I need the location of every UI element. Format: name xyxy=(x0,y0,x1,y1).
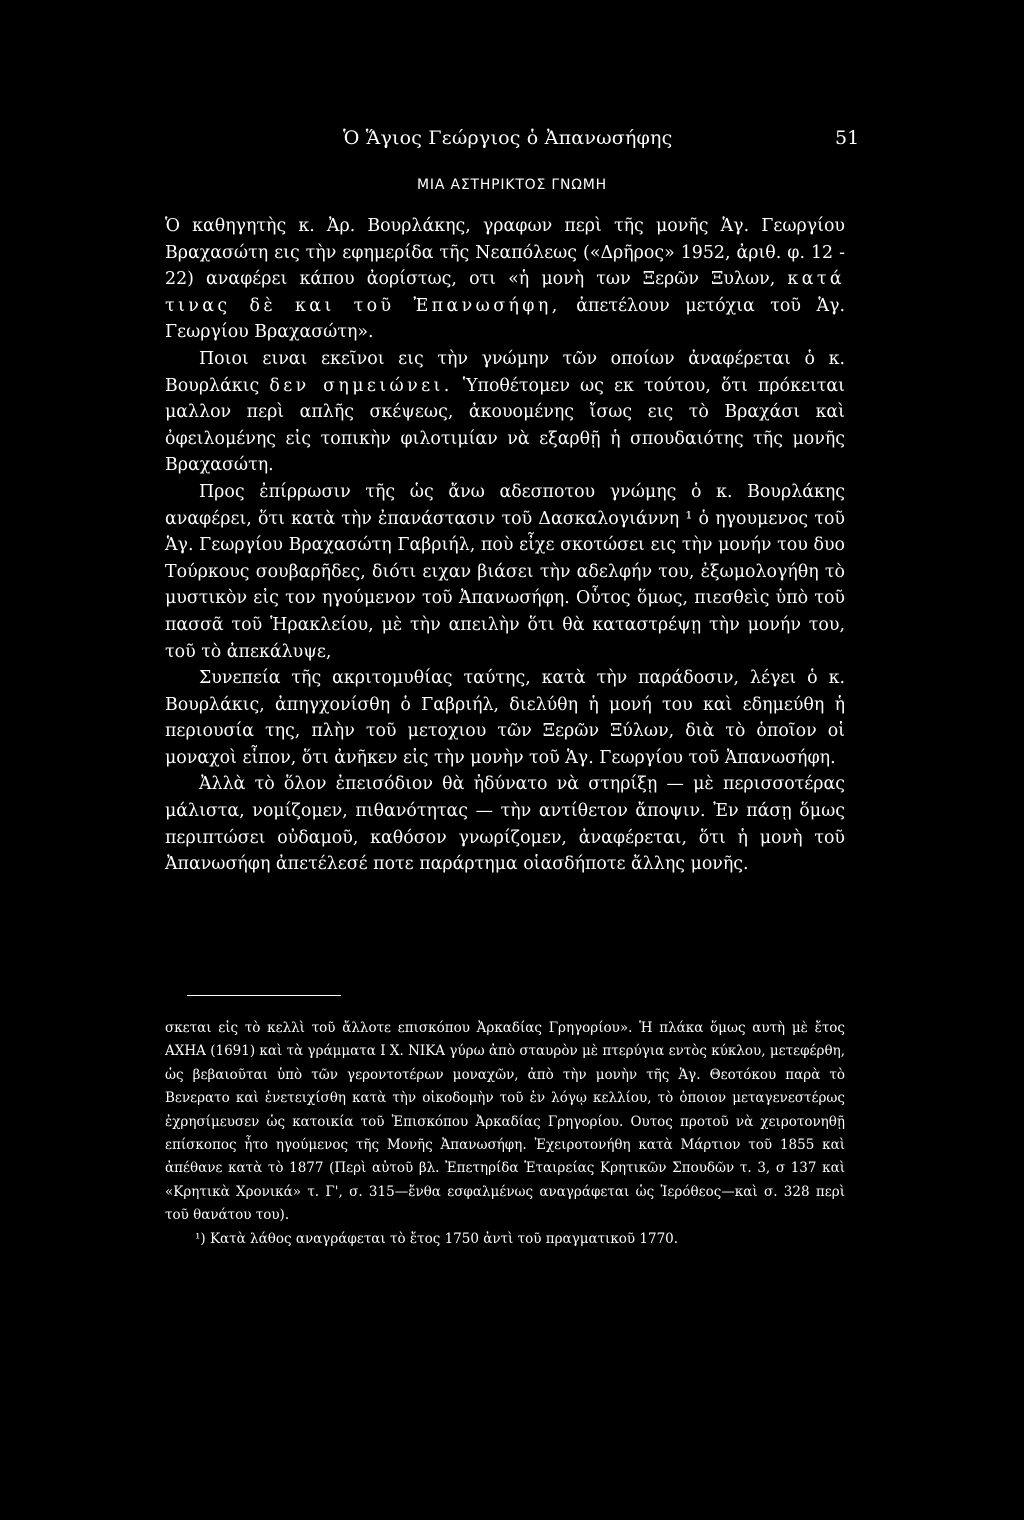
paragraph xyxy=(165,479,845,665)
body-text xyxy=(165,213,845,878)
paragraph-text: Ὑποθέτομεν ως εκ τούτου, ὅτι πρόκειται μαλλον περὶ απλῆς σκέψεως, ἀκουομένης ἴσως εις τὸ Βραχάσι καὶ ὀφειλομένης εἰς τοπικὴν φιλοτιμίαν νὰ εξαρθῇ ἡ σπουδαιότης τῆς μονῆς Βραχασώτη. xyxy=(165,375,845,476)
running-head xyxy=(0,127,1024,157)
paragraph-text: Ποιοι ειναι εκεῖνοι εις τὴν γνώμην τῶν οποίων ἀναφέρεται ὁ κ. Βουρλάκις xyxy=(165,348,845,396)
paragraph-text: Συνεπεία τῆς ακριτομυθίας ταύτης, κατὰ τὴν παράδοσιν, λέγει ὁ κ. Βουρλάκις, ἀπηγχονίσθη ὁ Γαβριήλ, διελύθη ἡ μονή του καὶ εδημεύθη ἡ περιουσία της, πλὴν τοῦ μετοχιου τῶν Ξερῶν Ξύλων, διὰ τὸ ὁποῖον οἱ μοναχοὶ εἶπον, ὅτι ἀνῆκεν εἰς τὴν μονὴν τοῦ Ἁγ. Γεωργίου τοῦ Ἀπανωσήφη. xyxy=(165,668,845,768)
footnote-separator xyxy=(187,995,341,996)
paragraph-text: Προς ἐπίρρωσιν τῆς ὡς ἄνω αδεσποτου γνώμης ὁ κ. Βουρλάκης αναφέρει, ὅτι κατὰ τὴν ἐπανάστασιν τοῦ Δασκαλογιάννη ¹ ὁ ηγουμενος τοῦ Ἁγ. Γεωργίου Βραχασώτη Γαβριήλ, ποὺ εἶχε σκοτώσει εις τὴν μονήν του δυο Τούρκους σουβαρῆδες, διότι ειχαν βιάσει τὴν αδελφήν του, ἐξωμολογήθη τὸ μυστικὸν εἰς τον ηγούμενον τοῦ Ἀπανωσήφη. Οὗτος ὅμως, πιεσθεὶς ὑπὸ τοῦ πασσᾶ τοῦ Ἡρακλείου, μὲ τὴν απειλὴν ὅτι θὰ καταστρέψῃ τὴν μονήν του, τοῦ τὸ ἀπεκάλυψε, xyxy=(165,481,845,662)
spaced-text: κατά τινας δὲ και τοῦ Ἐπανωσήφη, xyxy=(165,269,845,316)
paragraph xyxy=(165,771,845,877)
running-title: Ὁ Ἅγιος Γεώργιος ὁ Ἀπανωσήφης xyxy=(343,127,673,149)
paragraph-text: Ἀλλὰ τὸ ὅλον ἐπεισόδιον θὰ ἠδύνατο νὰ στηρίξῃ — μὲ περισσοτέρας μάλιστα, νομίζομεν, πιθανότητας — τὴν αντίθετον ἄποψιν. Ἐν πάσῃ ὅμως περιπτώσει οὐδαμοῦ, καθόσον γνωρίζομεν, ἀναφέρεται, ὅτι ἡ μονὴ τοῦ Ἀπανωσήφη ἀπετέλεσέ ποτε παράρτημα οἱασδήποτε ἄλλης μονῆς. xyxy=(165,774,845,875)
footnote: ¹) Κατὰ λάθος αναγράφεται τὸ ἔτος 1750 ἀντὶ τοῦ πραγματικοῦ 1770. xyxy=(195,1230,679,1247)
footnotes xyxy=(165,1017,845,1251)
footnote: σκεται εἰς τὸ κελλὶ τοῦ ἄλλοτε επισκόπου Ἀρκαδίας Γρηγορίου». Ἡ πλάκα ὅμως αυτὴ μὲ ἔτος ΑΧΗΑ (1691) καὶ τὰ γράμματα Ι Χ. ΝΙΚΑ γύρω ἀπὸ σταυρὸν μὲ πτερύγια εντὸς κύκλου, μετεφέρθη, ὡς βεβαιοῦται ὑπὸ τῶν γεροντοτέρων μοναχῶν, ἀπὸ τὴν μονὴν τῆς Ἁγ. Θεοτόκου παρὰ τὸ Βενερατο καὶ ἐνετειχίσθη κατὰ τὴν οἰκοδομὴν τοῦ ἐν λόγῳ κελλίου, τὸ ὁποιον μεταγενεστέρως ἐχρησίμευσεν ὡς κατοικία τοῦ Ἐπισκόπου Ἀρκαδίας Γρηγορίου. Ουτος προτοῦ νὰ χειροτονηθῇ επίσκοπος ἦτο ηγούμενος τῆς Μονῆς Ἀπανωσήφη. Ἐχειροτονήθη κατὰ Μάρτιον τοῦ 1855 καὶ ἀπέθανε κατὰ τὸ 1877 (Περὶ αὐτοῦ βλ. Ἐπετηρίδα Ἑταιρείας Κρητικῶν Σπουδῶν τ. 3, σ 137 καὶ «Κρητικὰ Χρονικά» τ. Γ', σ. 315—ἔνθα εσφαλμένως αναγράφεται ὡς Ἱερόθεος—καὶ σ. 328 περὶ τοῦ θανάτου του). xyxy=(165,1020,845,1224)
paragraph-text: Ὁ καθηγητὴς κ. Ἀρ. Βουρλάκης, γραφων περὶ τῆς μονῆς Ἁγ. Γεωργίου Βραχασώτη εις τὴν εφημερίδα τῆς Νεαπόλεως («Δρῆρος» 1952, ἀριθ. φ. 12 - 22) αναφέρει κάπου ἀορίστως, οτι «ἡ μονὴ των Ξερῶν Ξυλων, xyxy=(165,216,845,290)
page-number: 51 xyxy=(835,127,860,149)
spaced-text: δεν σημειώνει. xyxy=(269,375,453,396)
paragraph xyxy=(165,213,845,346)
paragraph xyxy=(165,665,845,771)
paragraph xyxy=(165,346,845,479)
section-title: ΜΙΑ ΑΣΤΗΡΙΚΤΟΣ ΓΝΩΜΗ xyxy=(417,177,607,193)
paragraph-text: ἀπετέλουν μετόχια τοῦ Ἁγ. Γεωργίου Βραχασώτη». xyxy=(165,295,845,343)
